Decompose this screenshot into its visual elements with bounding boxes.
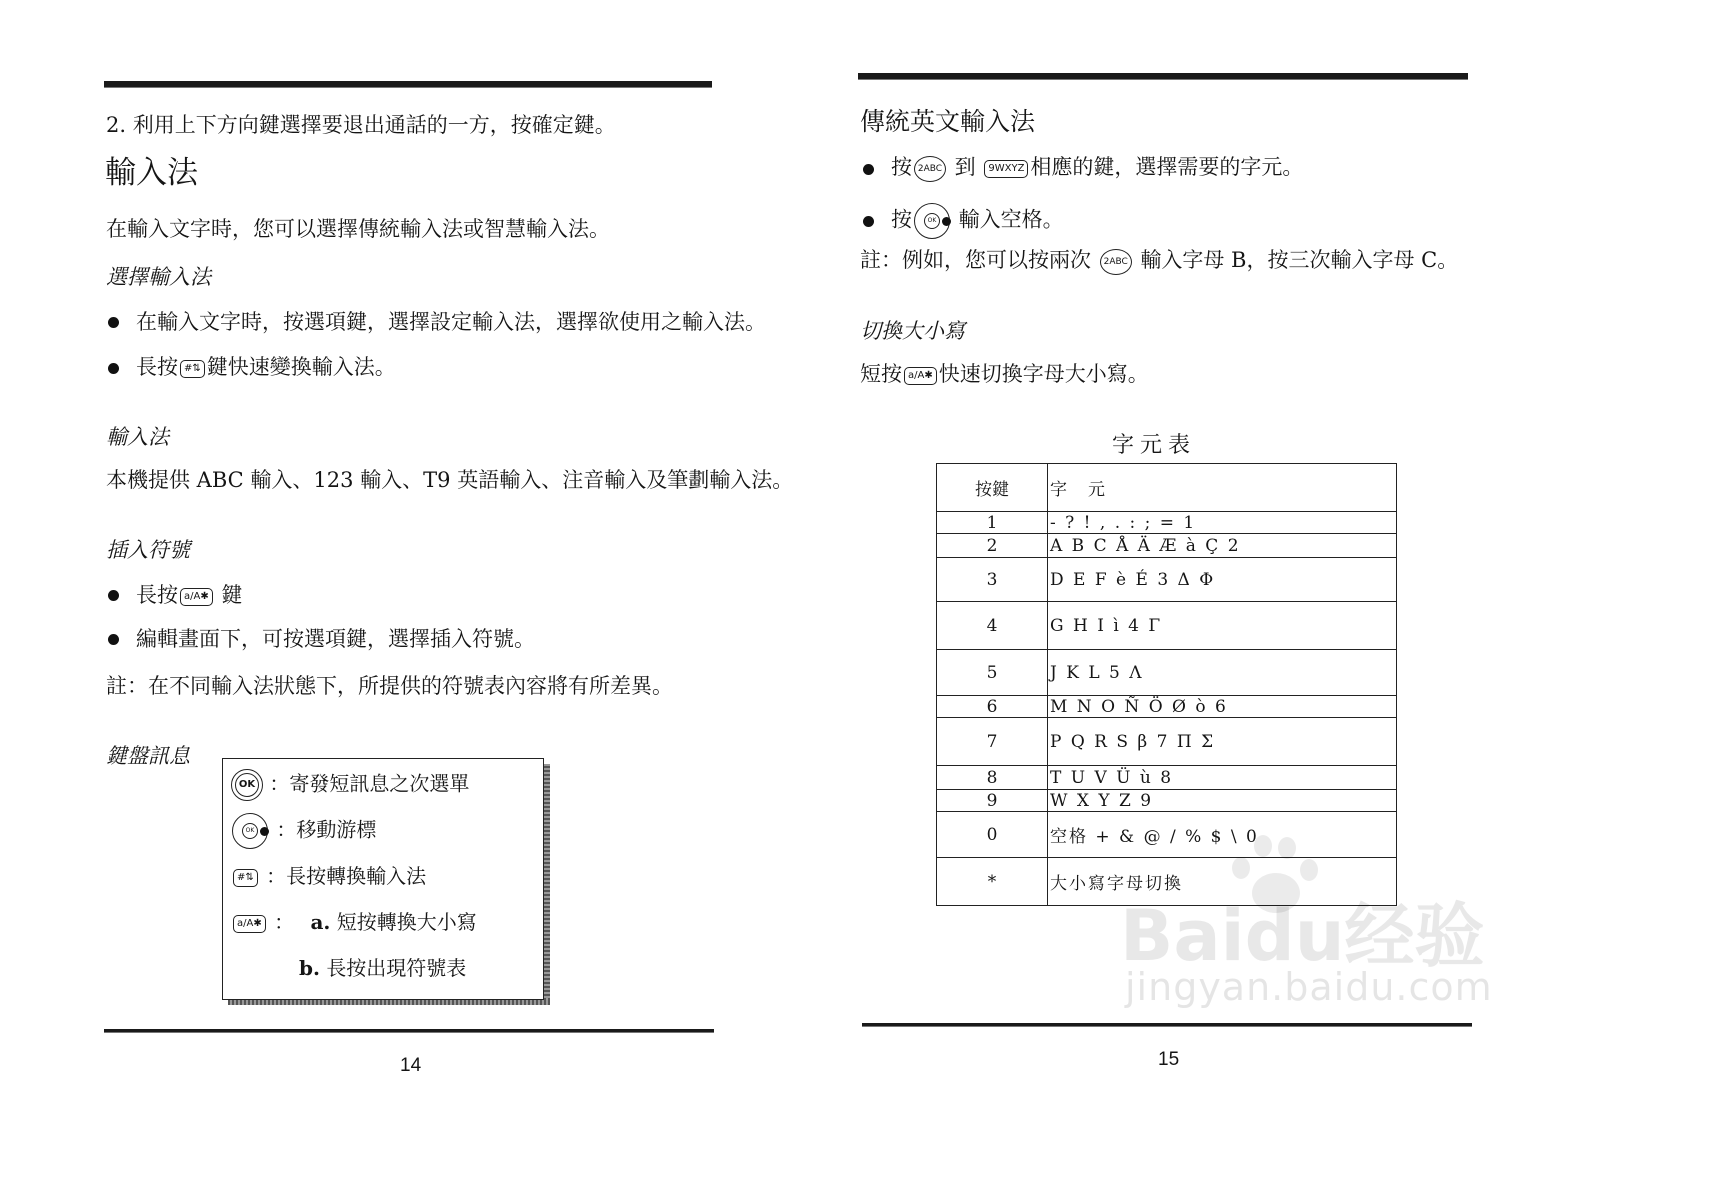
row-key: 4	[937, 602, 1048, 650]
star-key-icon: a/A✱	[180, 588, 213, 606]
bullet-icon	[108, 634, 119, 645]
header-key: 按鍵	[937, 464, 1048, 512]
keypad-star-b-label: b.	[299, 956, 320, 980]
keypad-row-star-a	[231, 909, 477, 935]
hash-key-icon: #⇅	[233, 869, 258, 887]
star-key-icon: a/A✱	[233, 915, 266, 933]
keys-bullet-2-suffix: 輸入空格。	[952, 207, 1064, 232]
bullet-icon	[108, 317, 119, 328]
row-chars: - ? ! , . : ; = 1	[1048, 512, 1397, 534]
symbol-bullet-1-prefix: 長按	[136, 583, 178, 607]
bullet-icon	[108, 590, 119, 601]
row-chars: 空格 + & @ / % $ \ 0	[1048, 812, 1397, 858]
row-key: 6	[937, 696, 1048, 718]
header-chars: 字 元	[1048, 464, 1397, 512]
section-heading: 輸入法	[105, 155, 198, 191]
ok-button-icon: OK	[231, 769, 263, 801]
intro-text: 在輸入文字時，您可以選擇傳統輸入法或智慧輸入法。	[106, 217, 610, 241]
table-row	[937, 534, 1397, 558]
row-chars: 大小寫字母切換	[1048, 858, 1397, 906]
character-table	[936, 463, 1397, 906]
table-row	[937, 812, 1397, 858]
bottom-rule	[862, 1023, 1472, 1027]
keypad-row-nav	[230, 813, 376, 849]
row-key: 1	[937, 512, 1048, 534]
example-note	[860, 247, 1458, 275]
left-page	[0, 0, 855, 1178]
insert-symbol-title: 插入符號	[106, 538, 190, 562]
select-bullet-2-prefix: 長按	[136, 355, 178, 379]
table-row	[937, 650, 1397, 696]
watermark-url: jingyan.baidu.com	[1125, 965, 1493, 1009]
watermark-brand: Baidu经验	[1120, 895, 1485, 977]
example-note-suffix: 輸入字母 B，按三次輸入字母 C。	[1133, 248, 1459, 272]
table-row	[937, 602, 1397, 650]
bullet-icon	[863, 164, 874, 175]
key-9-icon: 9WXYZ	[984, 160, 1028, 178]
row-key: *	[937, 858, 1048, 906]
row-chars: P Q R S β 7 Π Σ	[1048, 718, 1397, 766]
hash-key-icon: #⇅	[180, 360, 205, 378]
keypad-star-a-text: 短按轉換大小寫	[336, 910, 477, 934]
key-2-icon: 2ABC	[1100, 249, 1132, 275]
keypad-star-b-text: 長按出現符號表	[326, 956, 467, 980]
bullet-icon	[863, 216, 874, 227]
table-row	[937, 790, 1397, 812]
row-key: 9	[937, 790, 1048, 812]
row-chars: J K L 5 Λ	[1048, 650, 1397, 696]
table-row	[937, 718, 1397, 766]
table-row	[937, 558, 1397, 602]
keypad-row-hash	[231, 863, 426, 889]
row-chars: A B C Å Ä Æ à Ç 2	[1048, 534, 1397, 558]
star-key-icon: a/A✱	[904, 367, 937, 385]
table-header-row	[937, 464, 1397, 512]
example-note-prefix: 註：例如，您可以按兩次	[860, 248, 1098, 272]
keypad-star-colon: ：	[274, 910, 295, 934]
select-bullet-2	[136, 354, 396, 380]
row-key: 5	[937, 650, 1048, 696]
row-chars: T U V Ü ù 8	[1048, 766, 1397, 790]
top-rule	[858, 73, 1468, 80]
case-switch-text	[860, 361, 1149, 387]
key-2-icon: 2ABC	[914, 156, 946, 182]
case-switch-title: 切換大小寫	[860, 319, 965, 343]
keys-bullet-1	[891, 154, 1303, 182]
keypad-nav-text: ：移動游標	[276, 817, 377, 842]
symbol-bullet-2: 編輯畫面下，可按選項鍵，選擇插入符號。	[136, 627, 535, 651]
keypad-row-star-b	[299, 955, 466, 981]
row-chars: D E F è É 3 Δ Φ	[1048, 558, 1397, 602]
section-heading: 傳統英文輸入法	[860, 107, 1036, 136]
case-switch-suffix: 快速切換字母大小寫。	[938, 362, 1149, 386]
row-chars: W X Y Z 9	[1048, 790, 1397, 812]
table-row	[937, 696, 1397, 718]
row-key: 8	[937, 766, 1048, 790]
page-number: 15	[1158, 1049, 1180, 1070]
character-table-title: 字元表	[1112, 433, 1197, 458]
select-bullet-1: 在輸入文字時，按選項鍵，選擇設定輸入法，選擇欲使用之輸入法。	[136, 310, 766, 334]
row-chars: M N O Ñ Ö Ø ò 6	[1048, 696, 1397, 718]
keypad-star-a-label: a.	[310, 910, 331, 934]
bullet-icon	[108, 363, 119, 374]
symbol-bullet-1	[136, 582, 242, 608]
table-row	[937, 512, 1397, 534]
row-key: 2	[937, 534, 1048, 558]
keys-bullet-1-mid: 到	[948, 155, 983, 179]
keypad-ok-text: ：寄發短訊息之次選單	[269, 771, 470, 796]
row-key: 7	[937, 718, 1048, 766]
table-row	[937, 766, 1397, 790]
row-key: 0	[937, 812, 1048, 858]
case-switch-prefix: 短按	[860, 362, 902, 386]
select-bullet-2-suffix: 鍵快速變換輸入法。	[206, 355, 396, 379]
keys-bullet-2	[891, 203, 1064, 239]
keypad-info-box	[222, 758, 544, 1000]
step-2-text: 2. 利用上下方向鍵選擇要退出通話的一方，按確定鍵。	[106, 113, 616, 137]
row-chars: G H I ì 4 Γ	[1048, 602, 1397, 650]
bottom-rule	[104, 1029, 714, 1033]
methods-title: 輸入法	[106, 425, 169, 449]
methods-text: 本機提供 ABC 輸入、123 輸入、T9 英語輸入、注音輸入及筆劃輸入法。	[106, 468, 794, 492]
keys-bullet-1-prefix: 按	[891, 155, 912, 179]
select-method-title: 選擇輸入法	[106, 265, 211, 289]
keypad-row-ok	[231, 769, 469, 801]
navigation-key-icon: OK	[232, 813, 268, 849]
note-text: 註：在不同輸入法狀態下，所提供的符號表內容將有所差異。	[106, 674, 673, 698]
keypad-info-title: 鍵盤訊息	[106, 744, 190, 768]
symbol-bullet-1-suffix: 鍵	[214, 583, 243, 607]
keypad-hash-text: ：長按轉換輸入法	[266, 864, 427, 888]
row-key: 3	[937, 558, 1048, 602]
top-rule	[104, 81, 712, 88]
keys-bullet-2-prefix: 按	[891, 207, 912, 232]
navigation-key-icon: OK	[914, 203, 950, 239]
keys-bullet-1-suffix: 相應的鍵，選擇需要的字元。	[1030, 155, 1304, 179]
page-number: 14	[400, 1055, 422, 1076]
